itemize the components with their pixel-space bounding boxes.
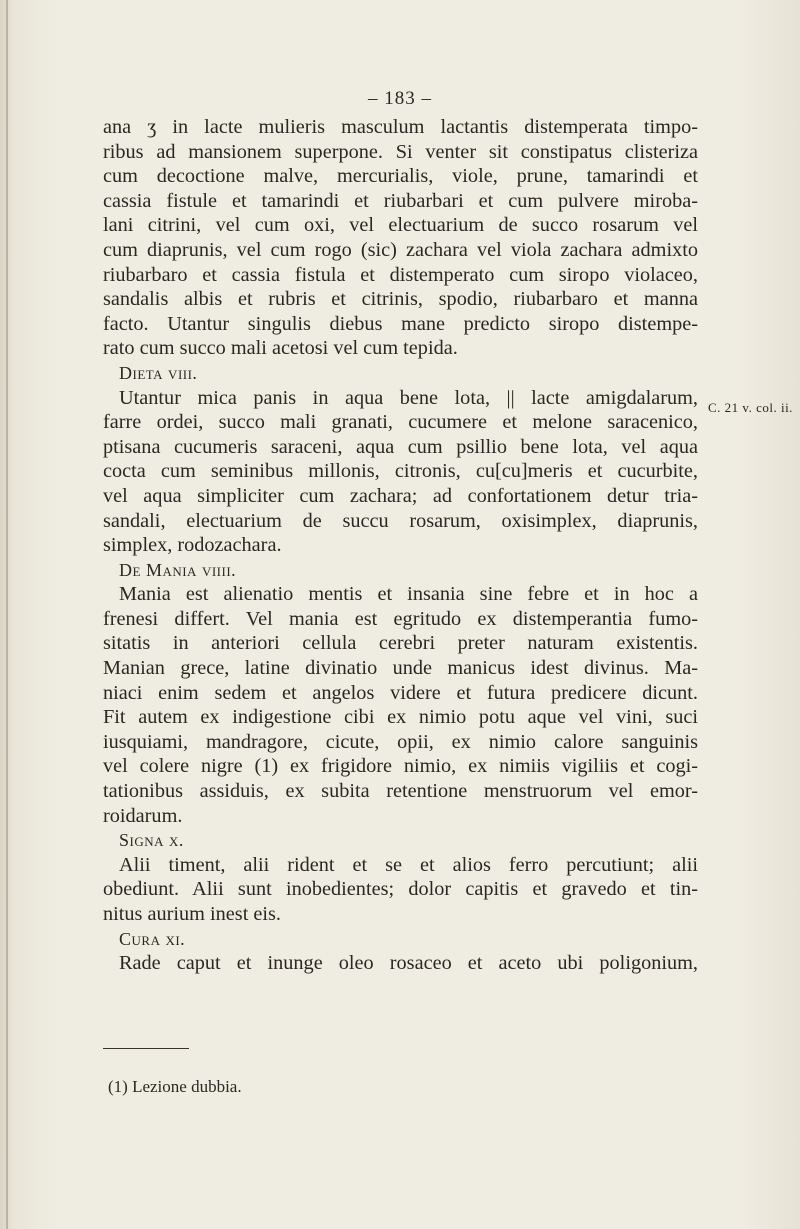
footnote: (1) Lezione dubbia.	[108, 1077, 242, 1096]
section-heading: Signa x.	[119, 830, 184, 851]
text-line: obediunt. Alii sunt inobedientes; dolor capitis et gravedo et tin-	[103, 878, 698, 901]
text-line: Rade caput et inunge oleo rosaceo et aceto ubi poligonium,	[119, 952, 698, 975]
text-line: ana ʒ in lacte mulieris masculum lactantis distemperata timpo-	[103, 116, 698, 138]
text-line: farre ordei, succo mali granati, cucumere et melone saracenico,	[103, 411, 698, 434]
text-line: roidarum.	[103, 804, 183, 827]
text-line: sitatis in anteriori cellula cerebri preter naturam existentis.	[103, 632, 698, 655]
text-line: cum decoctione malve, mercurialis, viole, prune, tamarindi et	[103, 165, 698, 188]
text-line: lani citrini, vel cum oxi, vel electuarium de succo rosarum vel	[103, 214, 698, 237]
text-line: Fit autem ex indigestione cibi ex nimio potu aque vel vini, suci	[103, 706, 698, 729]
text-line: cum diaprunis, vel cum rogo (sic) zachara vel viola zachara admixto	[103, 238, 698, 261]
section-heading: De Mania viiii.	[119, 559, 237, 580]
text-line: sandalis albis et rubris et citrinis, spodio, riubarbaro et manna	[103, 288, 698, 311]
text-line: frenesi differt. Vel mania est egritudo ex distemperantia fumo-	[103, 607, 698, 630]
text-line: Mania est alienatio mentis et insania sine febre et in hoc a	[119, 583, 698, 606]
text-line: ribus ad mansionem superpone. Si venter sit constipatus clisteriza	[103, 140, 698, 163]
text-line: vel aqua simpliciter cum zachara; ad confortationem detur tria-	[103, 484, 698, 507]
text-line: sandali, electuarium de succu rosarum, oxisimplex, diaprunis,	[103, 509, 698, 532]
text-line: simplex, rodozachara.	[103, 534, 282, 557]
text-line: ptisana cucumeris saraceni, aqua cum psillio bene lota, vel aqua	[103, 435, 698, 458]
page-edge	[6, 0, 8, 1229]
text-line: rato cum succo mali acetosi vel cum tepida.	[103, 337, 458, 360]
text-line: vel colere nigre (1) ex frigidore nimio, ex nimiis vigiliis et cogi-	[103, 755, 698, 778]
footnote-rule	[103, 1048, 189, 1049]
section-heading: Cura xi.	[119, 928, 186, 949]
margin-note: C. 21 v. col. ii.	[708, 400, 793, 415]
text-line: cocta cum seminibus millonis, citronis, cu[cu]meris et cucurbite,	[103, 460, 698, 483]
text-line: riubarbaro et cassia fistula et distemperato cum siropo violaceo,	[103, 263, 698, 286]
text-line: Manian grece, latine divinatio unde manicus idest divinus. Ma-	[103, 657, 698, 680]
text-line: cassia fistule et tamarindi et riubarbari et cum pulvere miroba-	[103, 189, 698, 212]
text-line: iusquiami, mandragore, cicute, opii, ex nimio calore sanguinis	[103, 730, 698, 753]
section-heading: Dieta viii.	[119, 362, 198, 383]
text-line: tationibus assiduis, ex subita retentione menstruorum vel emor-	[103, 780, 698, 803]
text-line: nitus aurium inest eis.	[103, 903, 282, 925]
page-number: – 183 –	[368, 88, 432, 109]
text-line: Utantur mica panis in aqua bene lota, || lacte amigdalarum,	[119, 386, 698, 409]
text-line: Alii timent, alii rident et se et alios ferro percutiunt; alii	[119, 853, 698, 876]
body-text	[103, 115, 698, 976]
text-line: facto. Utantur singulis diebus mane predicto siropo distempe-	[103, 312, 698, 335]
text-line: niaci enim sedem et angelos videre et futura predicere dicunt.	[103, 681, 698, 704]
